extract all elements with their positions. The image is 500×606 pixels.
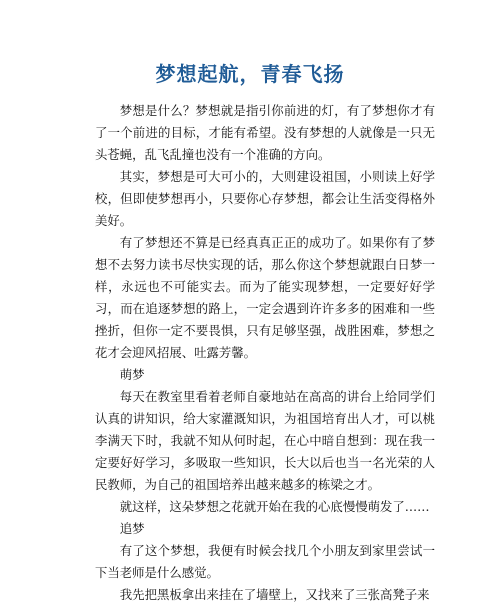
article-body <box>95 100 435 606</box>
paragraph: 每天在教室里看着老师自豪地站在高高的讲台上给同学们认真的讲知识，给大家灌溉知识，为祖国培育出人才，可以桃李满天下时，我就不知从何时起，在心中暗自想到：现在我一定要好好学习，多吸取一些知识，长大以后也当一名光荣的人民教师，为自己的祖国培养出越来越多的栋梁之才。 <box>95 389 435 492</box>
paragraph: 其实，梦想是可大可小的，大则建设祖国，小则读上好学校，但即使梦想再小，只要你心存梦想，都会让生活变得格外美好。 <box>95 169 435 228</box>
paragraph: 就这样，这朵梦想之花就开始在我的心底慢慢萌发了…… <box>119 499 430 514</box>
paragraph: 有了这个梦想，我便有时候会找几个小朋友到家里尝试一下当老师是什么感觉。 <box>95 543 435 580</box>
paragraph: 我先把黑板拿出来挂在了墙壁上，又找来了三张高凳子来 <box>119 587 430 602</box>
section-heading-meng-meng: 萌梦 <box>119 367 145 382</box>
section-heading-zhui-meng: 追梦 <box>119 521 145 536</box>
paragraph: 梦想是什么？梦想就是指引你前进的灯，有了梦想你才有了一个前进的目标，才能有希望。没有梦想的人就像是一只无头苍蝇，乱飞乱撞也没有一个准确的方向。 <box>95 103 435 162</box>
paragraph: 有了梦想还不算是已经真真正正的成功了。如果你有了梦想不去努力读书尽快实现的话，那么你这个梦想就跟白日梦一样，永远也不可能实去。而为了能实现梦想，一定要好好学习，而在追逐梦想的路上，一定会遇到许许多多的困难和一些挫折，但你一定不要畏惧，只有足够坚强，战胜困难，梦想之花才会迎风招展、吐露芳馨。 <box>95 235 435 360</box>
article-title: 梦想起航，青春飞扬 <box>155 62 345 86</box>
